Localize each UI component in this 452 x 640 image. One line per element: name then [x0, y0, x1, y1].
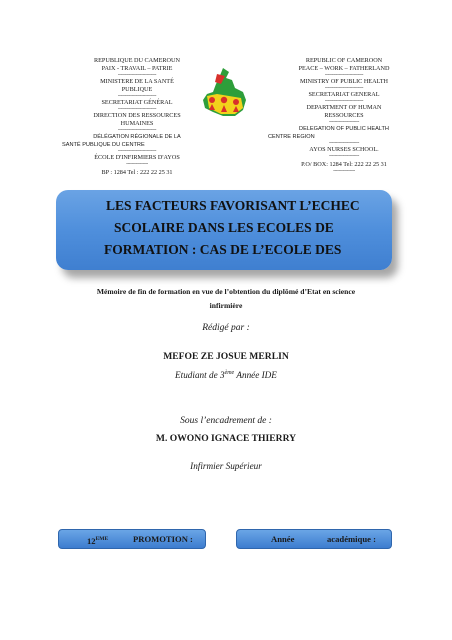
promotion-number-value: 12	[87, 535, 96, 546]
header-left-line: DÉLÉGATION RÉGIONALE DE LA	[93, 134, 181, 140]
header-left-line: HUMAINES	[120, 120, 154, 127]
header-right-block	[268, 57, 420, 174]
header-left-line: SANTÉ PUBLIQUE DU CENTRE	[62, 142, 145, 148]
title-line-3: FORMATION : CAS DE L’ECOLE DES	[104, 242, 342, 257]
promotion-number	[87, 530, 108, 550]
header-left-line: SECRETARIAT GÉNÉRAL	[101, 99, 173, 106]
memoire-line-2: infirmière	[209, 301, 243, 310]
header-right-line: CENTRE REGION	[268, 134, 315, 140]
redige-par-label: Rédigé par :	[202, 323, 250, 333]
header-right-line: MINISTRY OF PUBLIC HEALTH	[299, 78, 389, 85]
header-right-separator: ----------------------------	[324, 86, 364, 91]
header-left-line: DIRECTION DES RESSOURCES	[93, 112, 181, 119]
academic-year-box	[236, 529, 392, 549]
author-name: MEFOE ZE JOSUE MERLIN	[163, 351, 289, 362]
header-left-line: BP : 1284 Tel : 222 22 25 31	[101, 169, 173, 176]
header-left-line: REPUBLIQUE DU CAMEROUN	[94, 57, 180, 64]
memoire-line-1: Mémoire de fin de formation en vue de l’obtention du diplômé d’Etat en science	[96, 287, 356, 296]
header-left-line: MINISTERE DE LA SANTÉ	[100, 78, 174, 85]
student-level-prefix: Etudiant de 3	[175, 370, 225, 381]
header-right-line: RESSOURCES	[324, 112, 364, 119]
student-level-suffix: Année IDE	[234, 370, 277, 381]
header-left-separator: ----------------------------	[117, 128, 157, 133]
header-left-line: PAIX - TRAVAIL – PATRIE	[101, 65, 173, 72]
promotion-label: PROMOTION :	[133, 534, 193, 544]
academic-year-word-1: Année	[271, 534, 295, 544]
header-right-line: PEACE – WORK – FATHERLAND	[298, 65, 390, 72]
supervision-label: Sous l’encadrement de :	[180, 416, 272, 426]
title-line-1: LES FACTEURS FAVORISANT L’ECHEC	[106, 198, 360, 213]
header-right-line: REPUBLIC OF CAMEROON	[305, 57, 383, 64]
header-left-line: ÉCOLE D'INFIRMIERS D'AYOS	[94, 154, 180, 161]
header-left-separator: ----------------------------	[117, 149, 157, 154]
student-level-sup: ème	[224, 370, 235, 376]
header-right-separator: ----------------------	[328, 141, 360, 146]
header-left-separator: ----------------------------	[117, 94, 157, 99]
header-right-separator: ----------------------	[328, 154, 360, 159]
header-right-line: DELEGATION OF PUBLIC HEALTH	[299, 126, 389, 132]
supervisor-name: M. OWONO IGNACE THIERRY	[155, 433, 297, 444]
header-left-separator: ----------------	[126, 162, 148, 167]
header-right-line: DEPARTMENT OF HUMAN	[306, 104, 382, 111]
promotion-box	[58, 529, 206, 549]
header-left-line: PUBLIQUE	[121, 86, 153, 93]
header-left-separator: ----------------------------	[117, 73, 157, 78]
memoire-description	[0, 285, 452, 313]
header-right-line: SECRETARIAT GENERAL	[308, 91, 380, 98]
academic-year-word-2: académique :	[327, 534, 376, 544]
supervisor-role: Infirmier Supérieur	[190, 461, 262, 471]
cameroon-map-logo-icon	[199, 66, 249, 118]
header-right-separator: ----------------------	[328, 120, 360, 125]
header-left-block	[62, 57, 212, 177]
header-right-line: AYOS NURSES SCHOOL.	[309, 146, 379, 153]
header-left-separator: ----------------------------	[117, 107, 157, 112]
student-level	[0, 370, 452, 380]
promotion-number-sup: EME	[95, 536, 109, 542]
header-right-line: P.O/ BOX: 1284 Tel: 222 22 25 31	[301, 161, 387, 168]
title-line-2: SCOLAIRE DANS LES ECOLES DE	[114, 220, 334, 235]
header-right-separator: ----------------	[333, 169, 355, 174]
header-right-separator: ----------------------------	[324, 73, 364, 78]
header-right-separator: ----------------------------	[324, 99, 364, 104]
